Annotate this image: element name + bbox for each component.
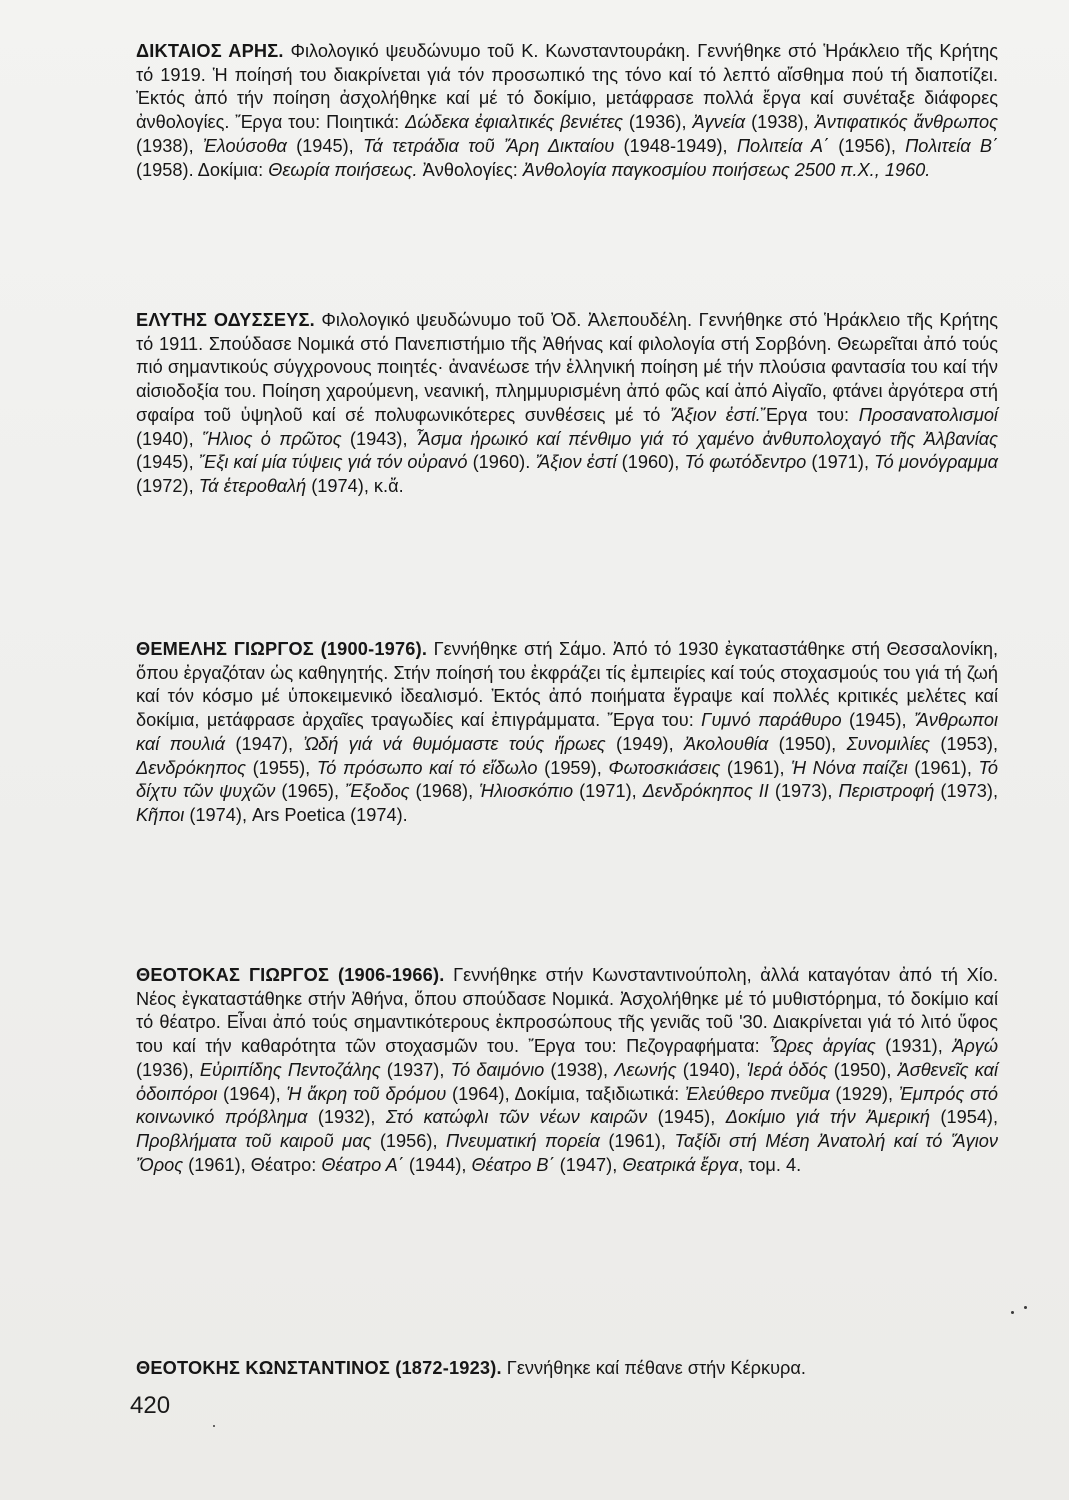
work-title: Τό πρόσωπο καί τό εἴδωλο bbox=[316, 757, 538, 778]
work-title: Πολιτεία Β΄ bbox=[905, 135, 999, 156]
work-title: Ἀκολουθία bbox=[684, 733, 769, 754]
work-title: Ἐλεύθερο πνεῦμα bbox=[684, 1083, 830, 1104]
work-title: Συνομιλίες bbox=[846, 733, 931, 754]
work-title: Θέατρο Β΄ bbox=[471, 1154, 555, 1175]
work-title: Προσανατολισμοί bbox=[858, 404, 998, 425]
entry-theotokas-giorgos bbox=[136, 964, 998, 1177]
work-title: Ἀργώ bbox=[952, 1036, 998, 1057]
scan-speck bbox=[1024, 1306, 1027, 1309]
work-title: Ἀνθολογία παγκοσμίου ποιήσεως 2500 π.Χ., 1960. bbox=[522, 159, 931, 180]
entry-heading: ΘΕΟΤΟΚΑΣ ΓΙΩΡΓΟΣ (1906-1966). bbox=[136, 965, 445, 985]
entry-text: (1971), bbox=[573, 781, 643, 802]
work-title: Ἡ ἄκρη τοῦ δρόμου bbox=[286, 1083, 447, 1104]
work-title: Ἥλιος ὁ πρῶτος bbox=[202, 428, 342, 449]
work-title: Ἄξιον ἐστί bbox=[535, 452, 617, 473]
entry-text: Φιλολογικό ψευδώνυμο τοῦ Ὀδ. Ἀλεπουδέλη. Γεννήθηκε στό Ἡράκλειο τῆς Κρήτης τό 1911. Σπούδασε Νομικά στό Πανεπιστήμιο τῆς Ἀθήνας καί φιλολογία στή Σορβόνη. Θεωρεῖται ἀπό τούς πιό σημαντικούς σύγχρονους ποιητές· ἀνανέωσε τήν ἑλληνική ποίηση μέ τήν πλούσια φαντασία του καί τήν αἰσιοδοξία του. Ποίηση χαρούμενη, νεανική, πλημμυρισμένη ἀπό φῶς καί ἀπό Αἰγαῖο, φτάνει ἀργότερα στή σφαίρα τοῦ ὑψηλοῦ καί σέ πολυφωνικότερες συνθέσεις μέ τό bbox=[136, 310, 998, 425]
entry-text: (1931), bbox=[875, 1036, 953, 1057]
entry-text: (1940), bbox=[136, 428, 202, 449]
entry-text: (1929), bbox=[829, 1083, 899, 1104]
entry-text: (1961), bbox=[907, 757, 979, 778]
entry-text: (1940), bbox=[676, 1059, 747, 1080]
entry-text: Φιλολογικό ψευδώνυμο τοῦ Κ. Κωνσταντουράκη. Γεννήθηκε στό Ἡράκλειο τῆς Κρήτης τό 1919. Ἡ ποίησή του διακρίνεται γιά τόν προσωπικό της τόνο καί τό λεπτό αἴσθημα πού τή διαποτίζει. Ἐκτός ἀπό τήν ποίηση ἀσχολήθηκε καί μέ τό δοκίμιο, μετάφρασε πολλά ἔργα καί συνέταξε διάφορες ἀνθολογίες. Ἔργα του: Ποιητικά: bbox=[136, 41, 998, 133]
entry-text: (1960), bbox=[616, 452, 685, 473]
work-title: Ὠδή γιά νά θυμόμαστε τούς ἥρωες bbox=[303, 733, 606, 754]
work-title: Στό κατώφλι τῶν νέων καιρῶν bbox=[385, 1107, 648, 1128]
entry-text: (1950), bbox=[827, 1059, 898, 1080]
work-title: Ἄνθρωποι καί πουλιά bbox=[136, 710, 998, 754]
entry-text: (1956), bbox=[371, 1130, 446, 1151]
entry-text: (1960). bbox=[467, 452, 536, 473]
entry-elytis-odysseas bbox=[136, 309, 998, 499]
entry-theotokis-konstantinos bbox=[136, 1357, 998, 1381]
work-title: Θεατρικά ἔργα bbox=[622, 1154, 739, 1175]
work-title: Ταξίδι στή Μέση Ἀνατολή καί τό Ἅγιον Ὄρος bbox=[136, 1130, 998, 1175]
entry-text: (1943), bbox=[341, 428, 416, 449]
work-title: Πολιτεία Α΄ bbox=[736, 135, 830, 156]
work-title: Τό φωτόδεντρο bbox=[684, 452, 807, 473]
entry-text: (1945), bbox=[647, 1107, 726, 1128]
entry-text: Ἔργα του: bbox=[760, 404, 859, 425]
entry-text: (1947), bbox=[554, 1154, 623, 1175]
entry-heading: ΘΕΜΕΛΗΣ ΓΙΩΡΓΟΣ (1900-1976). bbox=[136, 639, 428, 659]
work-title: Θέατρο Α΄ bbox=[321, 1154, 404, 1175]
work-title: Θεωρία ποιήσεως. bbox=[268, 159, 418, 180]
entry-diktaios-aris bbox=[136, 40, 998, 182]
entry-text: (1973), bbox=[768, 781, 839, 802]
entry-text: Γεννήθηκε καί πέθανε στήν Κέρκυρα. bbox=[501, 1358, 806, 1378]
entry-text: (1968), bbox=[409, 781, 480, 802]
entry-text: (1964), Δοκίμια, ταξιδιωτικά: bbox=[446, 1083, 685, 1104]
entry-text: (1961), bbox=[720, 757, 792, 778]
work-title: Ἔξοδος bbox=[345, 781, 410, 802]
entry-text: (1972), bbox=[136, 475, 199, 496]
work-title: Ἆσμα ἡρωικό καί πένθιμο γιά τό χαμένο ἀνθυπολοχαγό τῆς Ἀλβανίας bbox=[415, 428, 998, 449]
work-title: Πνευματική πορεία bbox=[445, 1130, 600, 1151]
entry-text: (1959), bbox=[537, 757, 609, 778]
entry-text: (1964), bbox=[217, 1083, 287, 1104]
entry-text: (1965), bbox=[275, 781, 346, 802]
work-title: Τό δίχτυ τῶν ψυχῶν bbox=[136, 757, 999, 802]
work-title: Ἐμπρός στό κοινωνικό πρόβλημα bbox=[136, 1083, 999, 1128]
work-title: Δοκίμιο γιά τήν Ἀμερική bbox=[725, 1107, 930, 1128]
work-title: Ἡλιοσκόπιο bbox=[479, 781, 574, 802]
entry-heading: ΕΛΥΤΗΣ ΟΔΥΣΣΕΥΣ. bbox=[136, 310, 315, 330]
work-title: Ἐλούσοθα bbox=[202, 135, 287, 156]
work-title: Κῆποι bbox=[136, 804, 185, 825]
entry-text: (1954), bbox=[929, 1107, 999, 1128]
entry-text: , τομ. 4. bbox=[738, 1154, 802, 1175]
entry-text: (1945), bbox=[286, 135, 363, 156]
work-title: Ἄξιον ἐστί. bbox=[670, 404, 761, 425]
work-title: Δώδεκα ἐφιαλτικές βενιέτες bbox=[405, 112, 623, 133]
work-title: Εὐριπίδης Πεντοζάλης bbox=[199, 1059, 381, 1080]
entry-text: (1944), bbox=[403, 1154, 472, 1175]
entry-text: (1973), bbox=[934, 781, 999, 802]
work-title: Ἀγνεία bbox=[692, 112, 746, 133]
entry-text: (1956), bbox=[829, 135, 906, 156]
entry-text: (1974), κ.ἄ. bbox=[306, 475, 404, 496]
entry-text: (1936), bbox=[136, 1059, 200, 1080]
work-title: Ἱερά ὁδός bbox=[746, 1059, 828, 1080]
work-title: Ὧρες ἀργίας bbox=[769, 1036, 876, 1057]
entry-text: (1961), Θέατρο: bbox=[183, 1154, 322, 1175]
entry-text: (1961), bbox=[599, 1130, 675, 1151]
scan-speck bbox=[1011, 1311, 1014, 1314]
work-title: Ἀντιφατικός ἄνθρωπος bbox=[814, 112, 998, 133]
entry-text: (1974), Ars Poetica (1974). bbox=[184, 804, 408, 825]
entry-text: (1945), bbox=[136, 452, 199, 473]
entry-text: (1949), bbox=[605, 733, 684, 754]
entry-text: (1938), bbox=[136, 135, 203, 156]
entry-text: (1955), bbox=[246, 757, 317, 778]
entry-text: (1945), bbox=[841, 710, 914, 731]
work-title: Δενδρόκηπος bbox=[136, 757, 247, 778]
entry-heading: ΔΙΚΤΑΙΟΣ ΑΡΗΣ. bbox=[136, 41, 284, 61]
work-title: Τό μονόγραμμα bbox=[874, 452, 999, 473]
work-title: Λεωνής bbox=[614, 1059, 677, 1080]
entry-text: (1947), bbox=[225, 733, 304, 754]
entry-text: (1953), bbox=[930, 733, 999, 754]
entry-text: (1938), bbox=[544, 1059, 615, 1080]
work-title: Τό δαιμόνιο bbox=[450, 1059, 545, 1080]
entry-text: (1937), bbox=[380, 1059, 451, 1080]
entry-text: (1950), bbox=[768, 733, 847, 754]
entry-text: Γεννήθηκε στήν Κωνσταντινούπολη, ἀλλά καταγόταν ἀπό τή Χίο. Νέος ἐγκαταστάθηκε στήν Ἀθήνα, ὅπου σπούδασε Νομικά. Ἀσχολήθηκε μέ τό μυθιστόρημα, τό δοκίμιο καί τό θέατρο. Εἶναι ἀπό τούς σημαντικότερους ἐκπροσώπους τῆς γενιᾶς τοῦ '30. Διακρίνεται γιά τό λιτό ὕφος του καί τήν καθαρότητα τῶν στοχασμῶν του. Ἔργα του: Πεζογραφήματα: bbox=[136, 965, 999, 1057]
work-title: Προβλήματα τοῦ καιροῦ μας bbox=[136, 1130, 372, 1151]
work-title: Τά ἑτεροθαλή bbox=[198, 475, 307, 496]
work-title: Ἀσθενεῖς καί ὁδοιπόροι bbox=[136, 1059, 998, 1104]
entry-themelis-giorgos bbox=[136, 638, 998, 828]
entry-text: Γεννήθηκε στή Σάμο. Ἀπό τό 1930 ἐγκαταστάθηκε στή Θεσσαλονίκη, ὅπου ἐργαζόταν ὡς καθηγητής. Στήν ποίησή του ἐκφράζει τίς ἐμπειρίες καί τούς στοχασμούς του γιά τή ζωή καί τόν κόσμο μέ ὑποκειμενικό ἰδεαλισμό. Ἐκτός ἀπό ποιήματα ἔγραψε καί πολλές κριτικές μελέτες καί δοκίμια, μετάφρασε ἀρχαῖες τραγωδίες καί ἐπιγράμματα. Ἔργα του: bbox=[136, 639, 998, 731]
entry-text: (1958). Δοκίμια: bbox=[136, 159, 269, 180]
entry-text: (1971), bbox=[806, 452, 875, 473]
work-title: Γυμνό παράθυρο bbox=[701, 710, 842, 731]
scan-speck bbox=[213, 1425, 215, 1427]
entry-text: (1932), bbox=[307, 1107, 386, 1128]
entry-heading: ΘΕΟΤΟΚΗΣ ΚΩΝΣΤΑΝΤΙΝΟΣ (1872-1923). bbox=[136, 1358, 502, 1378]
entry-text: (1938), bbox=[745, 112, 815, 133]
work-title: Ἡ Νόνα παίζει bbox=[791, 757, 908, 778]
entry-text: Ἀνθολογίες: bbox=[417, 159, 523, 180]
work-title: Ἔξι καί μία τύψεις γιά τόν οὐρανό bbox=[198, 452, 468, 473]
work-title: Φωτοσκιάσεις bbox=[608, 757, 721, 778]
work-title: Δενδρόκηπος II bbox=[642, 781, 769, 802]
work-title: Περιστροφή bbox=[838, 781, 935, 802]
page-number: 420 bbox=[130, 1392, 171, 1419]
entry-text: (1948-1949), bbox=[614, 135, 737, 156]
work-title: Τά τετράδια τοῦ Ἄρη Δικταίου bbox=[362, 135, 615, 156]
entry-text: (1936), bbox=[622, 112, 693, 133]
